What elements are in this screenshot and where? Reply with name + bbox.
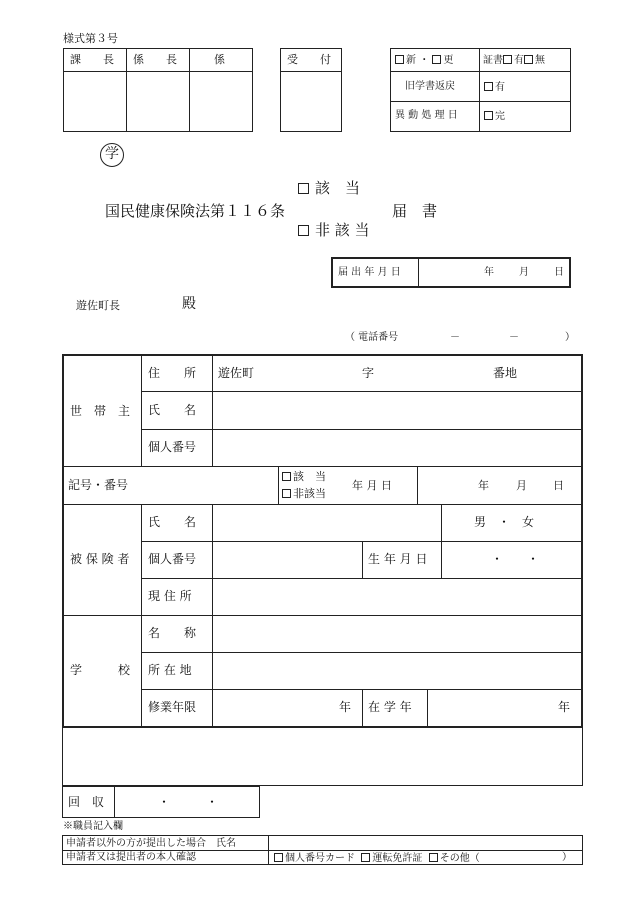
phone-label: （ 電話番号: [345, 332, 399, 343]
notify-day-unit: 日: [554, 267, 564, 278]
staff-row1-label: 申請者以外の方が提出した場合 氏名: [66, 838, 236, 849]
process-complete-checkbox: [484, 111, 493, 120]
title-law: 国民健康保険法第１１６条: [105, 202, 286, 220]
update-checkbox: [432, 55, 441, 64]
collection-label: 回 収: [68, 795, 105, 809]
household-name-label: 氏 名: [148, 403, 197, 417]
old-return-option[interactable]: 有: [484, 82, 505, 93]
phone-separator-2: －: [509, 332, 519, 343]
symbol-ymd-label: 年 月 日: [352, 479, 392, 492]
title-applicable[interactable]: 該 当: [298, 181, 360, 196]
school-term-label: 修業年限: [148, 700, 197, 714]
enrolled-year-label: 在 学 年: [368, 700, 412, 714]
address-town: 遊佐町: [218, 366, 255, 380]
title-notice: 届 書: [392, 202, 438, 220]
school-term-unit: 年: [339, 700, 352, 714]
form-number: 様式第３号: [63, 32, 118, 45]
household-mynumber-field[interactable]: [213, 430, 582, 465]
phone-separator-1: －: [450, 332, 460, 343]
school-location-label: 所 在 地: [148, 663, 192, 677]
household-name-field[interactable]: [213, 392, 582, 428]
enrolled-year-unit: 年: [558, 700, 571, 714]
symbol-not-applicable-option[interactable]: 非該当: [282, 488, 326, 499]
title-applicable-checkbox: [298, 183, 309, 194]
phone-close: ）: [565, 332, 575, 343]
address-aza: 字: [362, 366, 375, 380]
kakari-label: 係: [214, 53, 225, 66]
old-return-checkbox: [484, 82, 493, 91]
symbol-month-unit: 月: [516, 479, 527, 492]
other-close: ）: [562, 852, 572, 863]
license-checkbox: [361, 853, 370, 862]
symbol-not-applicable-checkbox: [282, 489, 291, 498]
insured-mynumber-label: 個人番号: [148, 552, 197, 566]
other-checkbox: [429, 853, 438, 862]
cert-no-checkbox: [524, 55, 533, 64]
kacho-label: 課 長: [70, 53, 114, 66]
birth-date-label: 生 年 月 日: [368, 552, 428, 566]
addressee-name: 遊佐町長: [76, 299, 120, 312]
process-complete-option[interactable]: 完: [484, 111, 505, 122]
gaku-stamp-icon: 学: [100, 143, 124, 167]
household-mynumber-label: 個人番号: [148, 440, 197, 454]
new-checkbox: [395, 55, 404, 64]
current-address-label: 現 住 所: [148, 589, 192, 603]
kakaricho-label: 係 長: [133, 53, 177, 66]
school-name-label: 名 称: [148, 626, 197, 640]
new-update-checkboxes[interactable]: 新 ・ 更: [395, 55, 453, 66]
remarks-box[interactable]: [62, 727, 583, 786]
address-label: 住 所: [148, 366, 197, 380]
insured-section-label: 被 保 険 者: [70, 552, 130, 566]
symbol-year-unit: 年: [478, 479, 489, 492]
reception-label: 受 付: [287, 53, 331, 66]
old-return-label: 旧学書返戻: [405, 81, 455, 92]
staff-row2-label: 申請者又は提出者の本人確認: [66, 852, 196, 863]
symbol-number-label: 記号・番号: [68, 478, 129, 492]
cert-status[interactable]: 証書 有 無: [483, 55, 545, 66]
symbol-applicable-checkbox: [282, 472, 291, 481]
staff-header: ※職員記入欄: [63, 821, 123, 832]
addressee-honorific: 殿: [182, 296, 196, 312]
process-date-label: 異 動 処 理 日: [395, 110, 458, 121]
notify-date-label: 届 出 年 月 日: [338, 267, 401, 278]
title-not-applicable-checkbox: [298, 225, 309, 236]
collection-dots: ・ ・: [158, 795, 219, 809]
symbol-applicable-option[interactable]: 該 当: [282, 471, 326, 482]
notify-month-unit: 月: [519, 267, 529, 278]
birth-date-dots: ・ ・: [491, 552, 540, 566]
school-section-label: 学 校: [70, 663, 131, 677]
insured-name-label: 氏 名: [148, 515, 197, 529]
gender-options[interactable]: 男 ・ 女: [474, 515, 535, 529]
title-not-applicable[interactable]: 非 該 当: [298, 223, 370, 238]
id-options[interactable]: 個人番号カード 運転免許証 その他（: [274, 853, 480, 864]
cert-yes-checkbox: [503, 55, 512, 64]
household-section-label: 世 帯 主: [70, 404, 131, 418]
mynumber-card-checkbox: [274, 853, 283, 862]
notify-year-unit: 年: [484, 267, 494, 278]
symbol-day-unit: 日: [553, 479, 564, 492]
address-banchi: 番地: [493, 366, 518, 380]
